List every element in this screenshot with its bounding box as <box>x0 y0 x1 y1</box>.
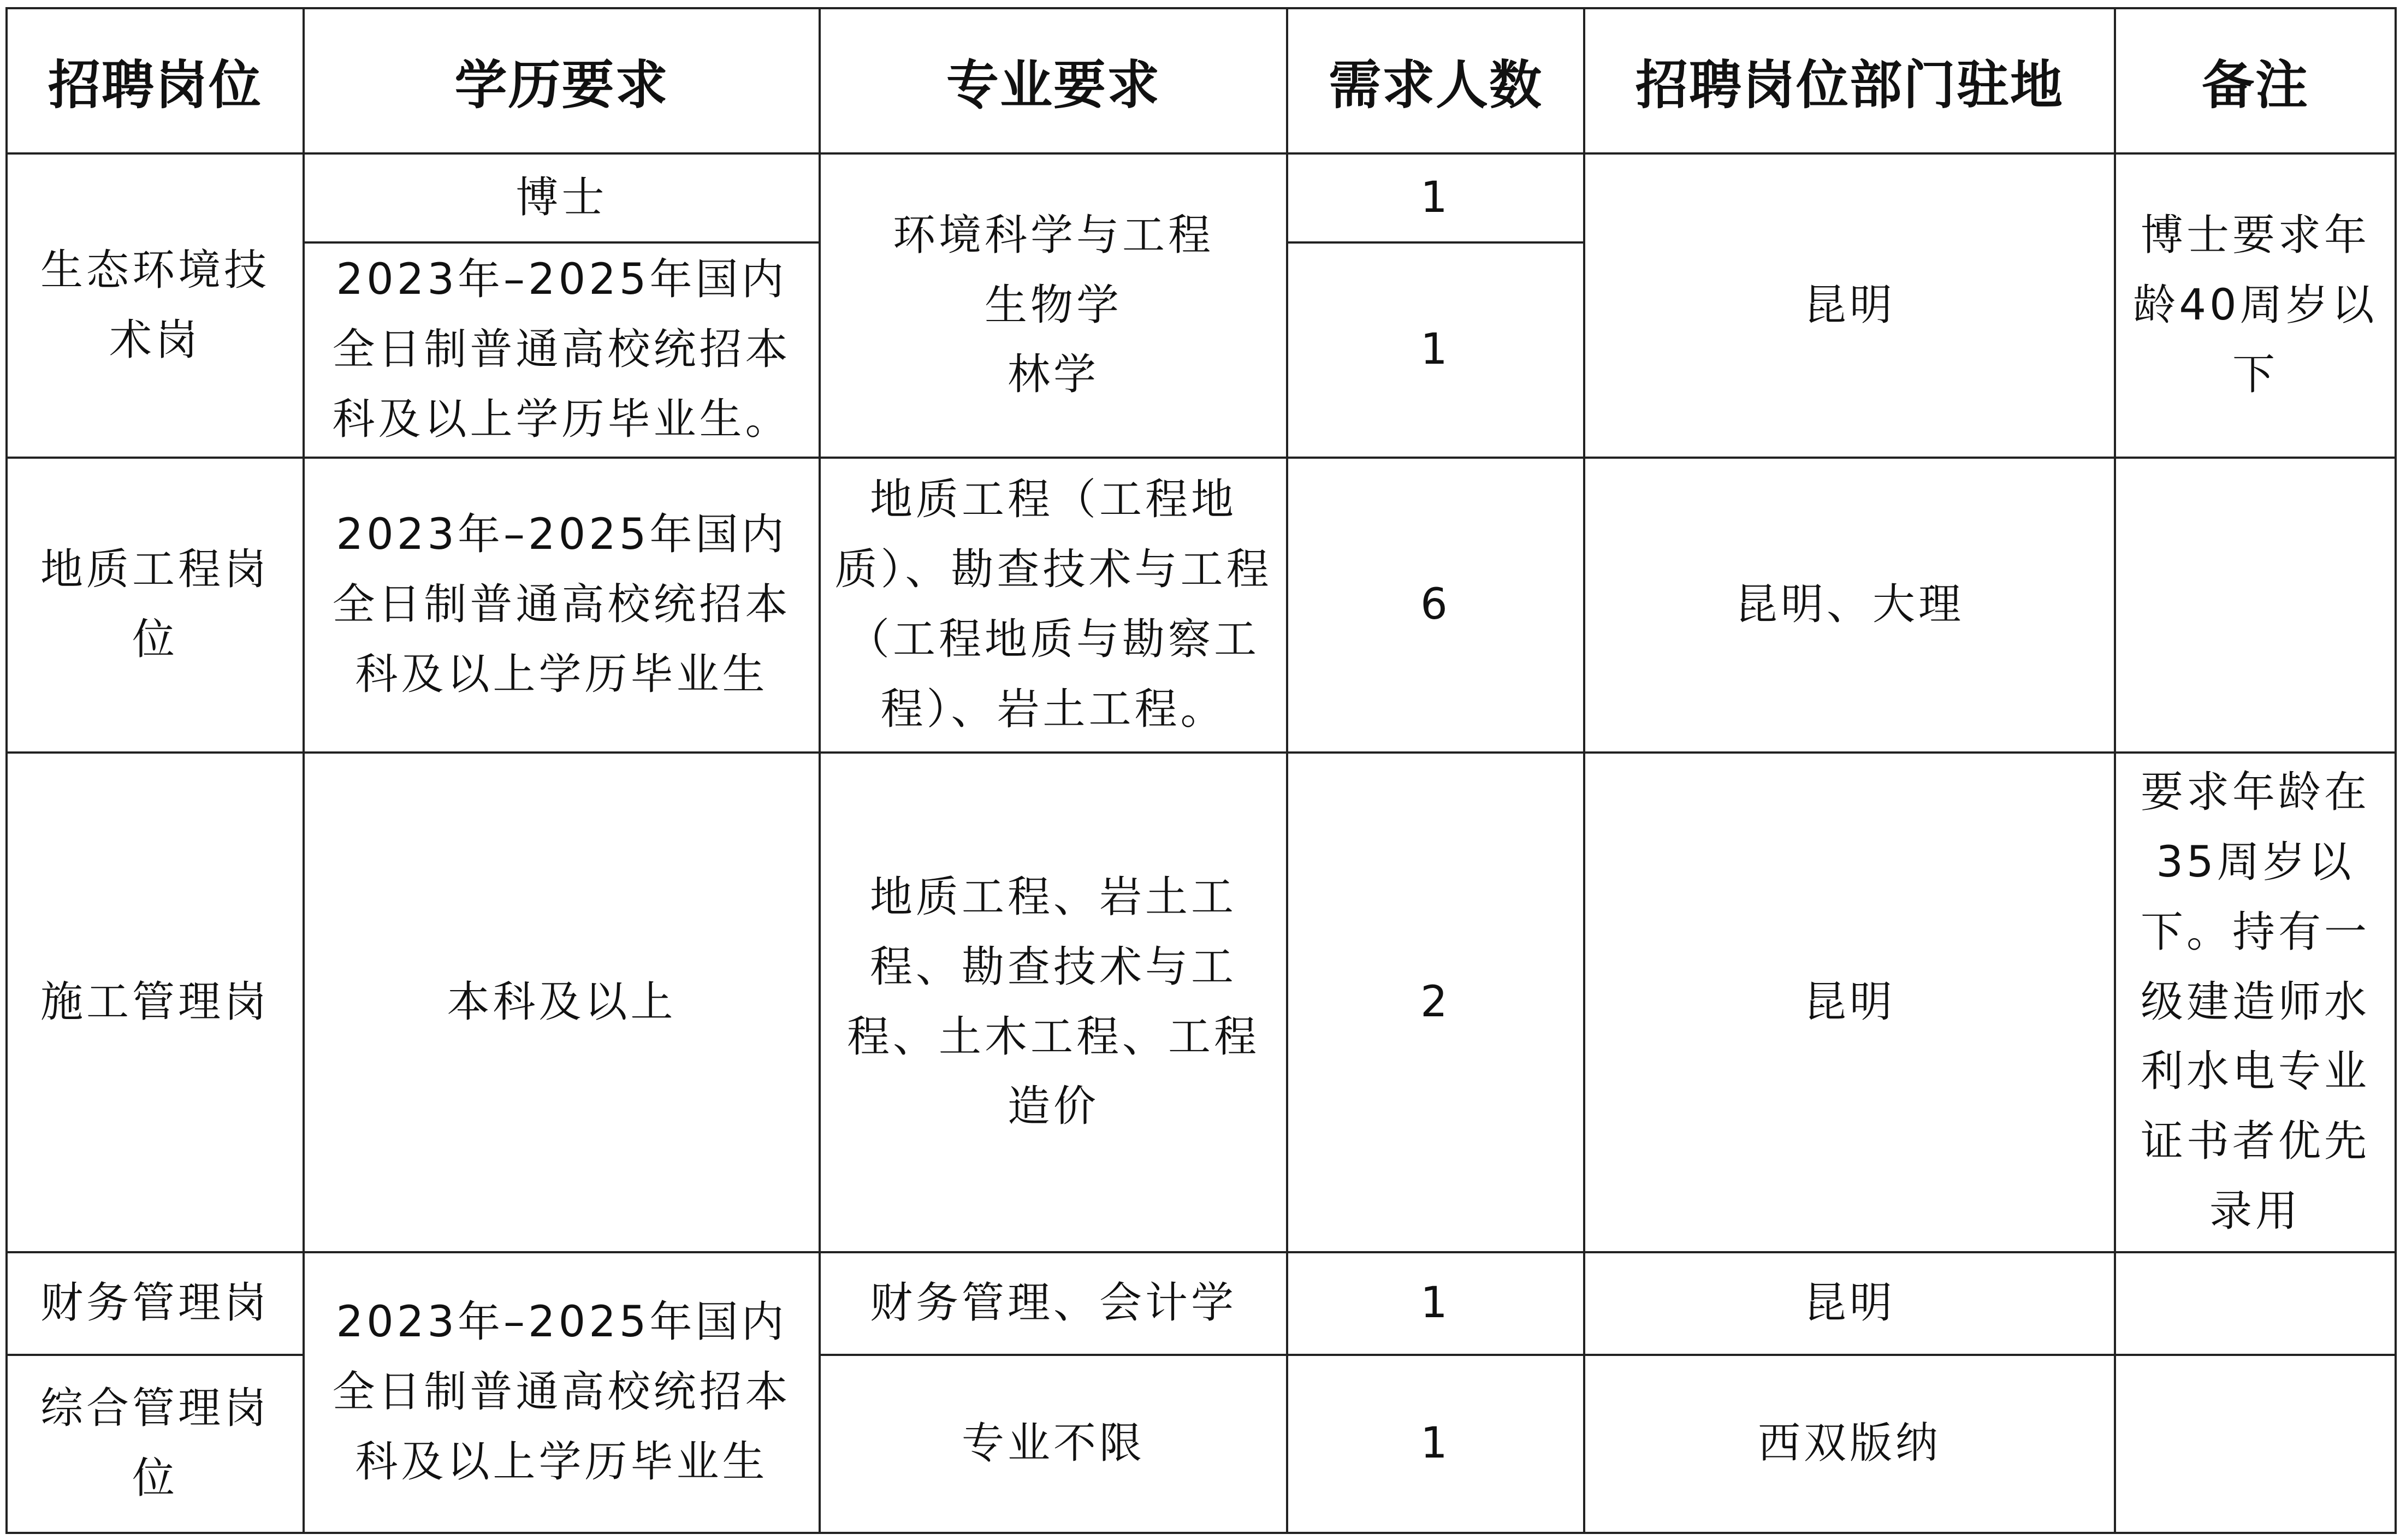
header-location: 招聘岗位部门驻地 <box>1584 8 2115 153</box>
header-count: 需求人数 <box>1287 8 1584 153</box>
cell-major: 地质工程（工程地质）、勘查技术与工程（工程地质与勘察工程）、岩土工程。 <box>820 458 1287 753</box>
cell-location: 昆明、大理 <box>1584 458 2115 753</box>
cell-position: 施工管理岗 <box>7 753 304 1252</box>
header-remark: 备注 <box>2115 8 2396 153</box>
cell-count: 1 <box>1287 1355 1584 1533</box>
cell-location: 昆明 <box>1584 1252 2115 1355</box>
cell-position: 综合管理岗位 <box>7 1355 304 1533</box>
cell-remark <box>2115 458 2396 753</box>
table-row <box>7 753 2396 1252</box>
cell-count: 1 <box>1287 153 1584 242</box>
recruitment-table-container <box>5 7 2395 1532</box>
recruitment-table <box>5 7 2397 1534</box>
table-row <box>7 1252 2396 1355</box>
cell-count: 1 <box>1287 1252 1584 1355</box>
header-major: 专业要求 <box>820 8 1287 153</box>
cell-count: 1 <box>1287 242 1584 458</box>
cell-count: 2 <box>1287 753 1584 1252</box>
table-row <box>7 153 2396 242</box>
cell-education: 博士 <box>304 153 820 242</box>
cell-major: 地质工程、岩土工程、勘查技术与工程、土木工程、工程造价 <box>820 753 1287 1252</box>
cell-position: 地质工程岗位 <box>7 458 304 753</box>
cell-location: 昆明 <box>1584 153 2115 458</box>
header-education: 学历要求 <box>304 8 820 153</box>
cell-major: 财务管理、会计学 <box>820 1252 1287 1355</box>
cell-remark <box>2115 1252 2396 1355</box>
cell-location: 西双版纳 <box>1584 1355 2115 1533</box>
cell-education: 2023年–2025年国内全日制普通高校统招本科及以上学历毕业生。 <box>304 242 820 458</box>
table-row <box>7 458 2396 753</box>
cell-major: 环境科学与工程 生物学 林学 <box>820 153 1287 458</box>
cell-education: 2023年–2025年国内全日制普通高校统招本科及以上学历毕业生 <box>304 458 820 753</box>
cell-major: 专业不限 <box>820 1355 1287 1533</box>
cell-education: 本科及以上 <box>304 753 820 1252</box>
cell-count: 6 <box>1287 458 1584 753</box>
cell-education: 2023年–2025年国内全日制普通高校统招本科及以上学历毕业生 <box>304 1252 820 1533</box>
cell-remark: 博士要求年龄40周岁以下 <box>2115 153 2396 458</box>
header-row <box>7 8 2396 153</box>
cell-remark <box>2115 1355 2396 1533</box>
cell-position: 生态环境技术岗 <box>7 153 304 458</box>
cell-position: 财务管理岗 <box>7 1252 304 1355</box>
cell-location: 昆明 <box>1584 753 2115 1252</box>
header-position: 招聘岗位 <box>7 8 304 153</box>
cell-remark: 要求年龄在35周岁以下。持有一级建造师水利水电专业证书者优先录用 <box>2115 753 2396 1252</box>
